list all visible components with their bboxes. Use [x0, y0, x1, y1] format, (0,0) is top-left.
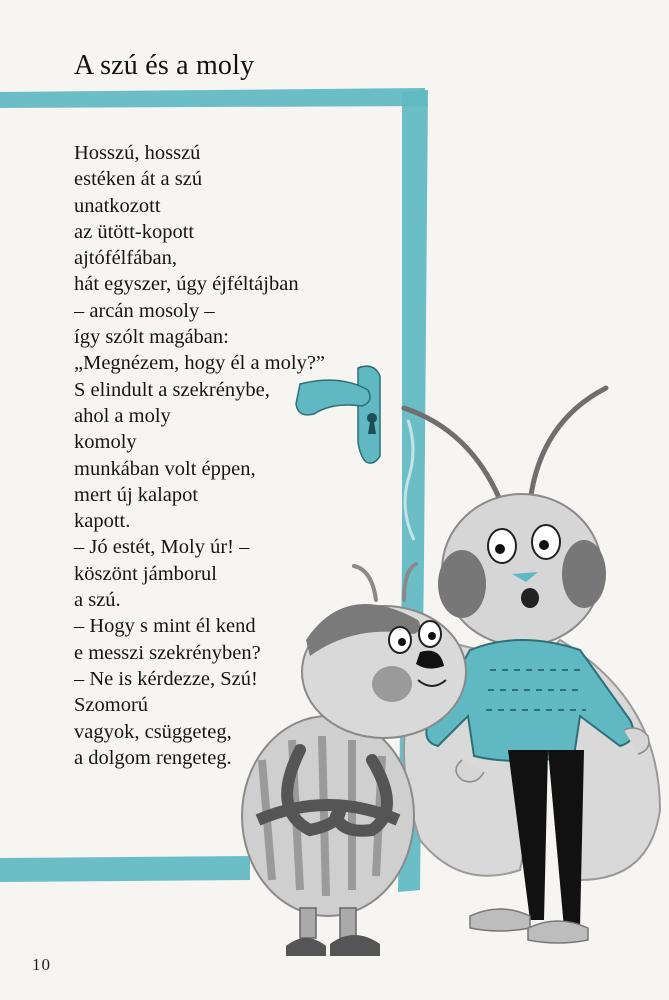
poem-line: kapott. [74, 510, 131, 533]
poem-line: köszönt jámborul [74, 562, 217, 585]
poem-line: – Ne is kérdezze, Szú! [74, 667, 258, 690]
poem-line: munkában volt éppen, [74, 457, 256, 480]
poem-line: – arcán mosoly – [74, 299, 215, 322]
poem-line: így szólt magában: [74, 326, 229, 349]
page-title: A szú és a moly [74, 50, 255, 81]
poem-line: a szú. [74, 589, 121, 612]
page-number: 10 [32, 955, 51, 974]
poem-line: az ütött-kopott [74, 220, 195, 243]
poem-line: Szomorú [74, 694, 149, 717]
poem-line: ahol a moly [74, 404, 171, 427]
poem-line: mert új kalapot [74, 483, 199, 506]
poem-line: a dolgom rengeteg. [74, 746, 232, 769]
poem-line: S elindult a szekrénybe, [74, 378, 270, 401]
poem-line: Hosszú, hosszú [74, 142, 201, 164]
poem-line: „Megnézem, hogy él a moly?” [74, 352, 326, 375]
poem-line: – Jó estét, Moly úr! – [74, 536, 250, 559]
poem-line: komoly [74, 431, 137, 454]
poem-line: vagyok, csüggeteg, [74, 720, 232, 743]
poem-line: e messzi szekrényben? [74, 641, 261, 664]
poem-line: – Hogy s mint él kend [74, 615, 256, 638]
poem-line: unatkozott [74, 194, 161, 217]
poem-line: estéken át a szú [74, 168, 203, 191]
poem-line: hát egyszer, úgy éjféltájban [74, 273, 299, 296]
poem-text [74, 140, 374, 771]
poem-line: ajtófélfában, [74, 247, 178, 270]
